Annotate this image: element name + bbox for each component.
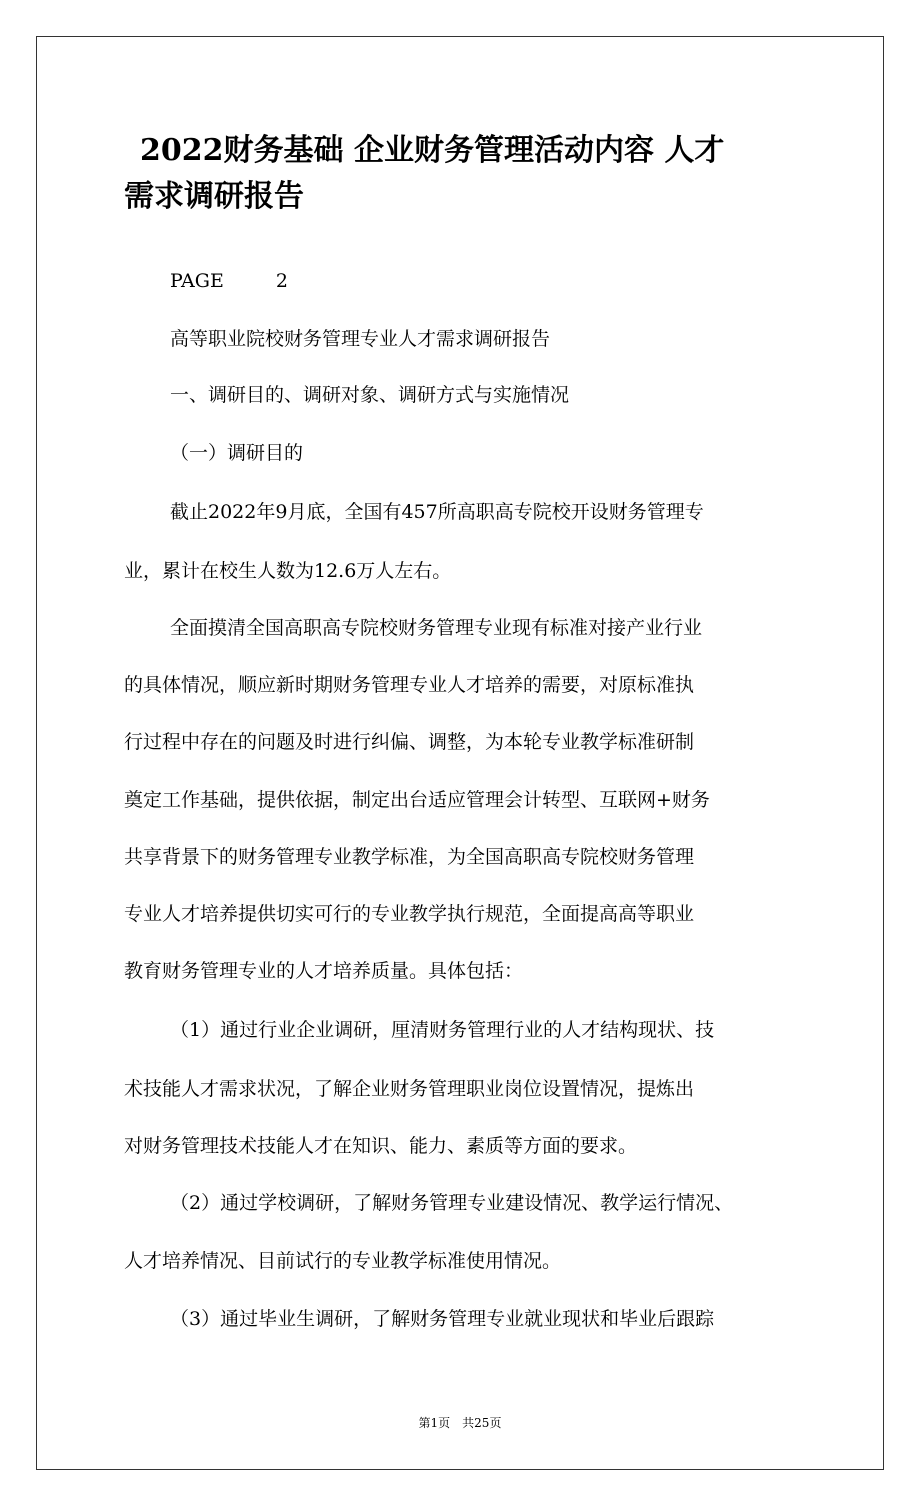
page-label: PAGE (170, 270, 224, 292)
paragraph-line: 的具体情况，顺应新时期财务管理专业人才培养的需要，对原标准执 (124, 674, 695, 696)
footer-current-page: 第1页 (418, 1416, 451, 1430)
subsection-heading: （一）调研目的 (170, 442, 304, 464)
page-field (170, 266, 288, 296)
document-title (124, 128, 804, 220)
paragraph-line: 对财务管理技术技能人才在知识、能力、素质等方面的要求。 (124, 1135, 638, 1157)
paragraph-line: （1）通过行业企业调研，厘清财务管理行业的人才结构现状、技 (170, 1019, 715, 1041)
paragraph-line: 人才培养情况、目前试行的专业教学标准使用情况。 (124, 1250, 562, 1272)
paragraph-line: 行过程中存在的问题及时进行纠偏、调整，为本轮专业教学标准研制 (124, 731, 695, 753)
page-field-number: 2 (275, 270, 288, 292)
title-line-2: 需求调研报告 (124, 179, 304, 214)
section-heading: 一、调研目的、调研对象、调研方式与实施情况 (170, 384, 570, 406)
title-line-1: 2022财务基础 企业财务管理活动内容 人才 (140, 133, 725, 168)
paragraph-line: 截止2022年9月底，全国有457所高职高专院校开设财务管理专 (170, 501, 704, 523)
paragraph-line: 奠定工作基础，提供依据，制定出台适应管理会计转型、互联网+财务 (124, 789, 710, 811)
paragraph-line: （2）通过学校调研，了解财务管理专业建设情况、教学运行情况、 (170, 1192, 734, 1214)
paragraph-line: 共享背景下的财务管理专业教学标准，为全国高职高专院校财务管理 (124, 846, 695, 868)
paragraph-line: 教育财务管理专业的人才培养质量。具体包括： (124, 960, 524, 982)
report-subtitle: 高等职业院校财务管理专业人才需求调研报告 (170, 328, 551, 350)
page-footer (0, 1414, 920, 1431)
paragraph-line: 专业人才培养提供切实可行的专业教学执行规范，全面提高高等职业 (124, 903, 695, 925)
footer-total-pages: 共25页 (462, 1416, 502, 1430)
paragraph-line: （3）通过毕业生调研，了解财务管理专业就业现状和毕业后跟踪 (170, 1308, 715, 1330)
paragraph-line: 术技能人才需求状况，了解企业财务管理职业岗位设置情况，提炼出 (124, 1078, 695, 1100)
paragraph-line: 业，累计在校生人数为12.6万人左右。 (124, 560, 452, 582)
paragraph-line: 全面摸清全国高职高专院校财务管理专业现有标准对接产业行业 (170, 617, 703, 639)
